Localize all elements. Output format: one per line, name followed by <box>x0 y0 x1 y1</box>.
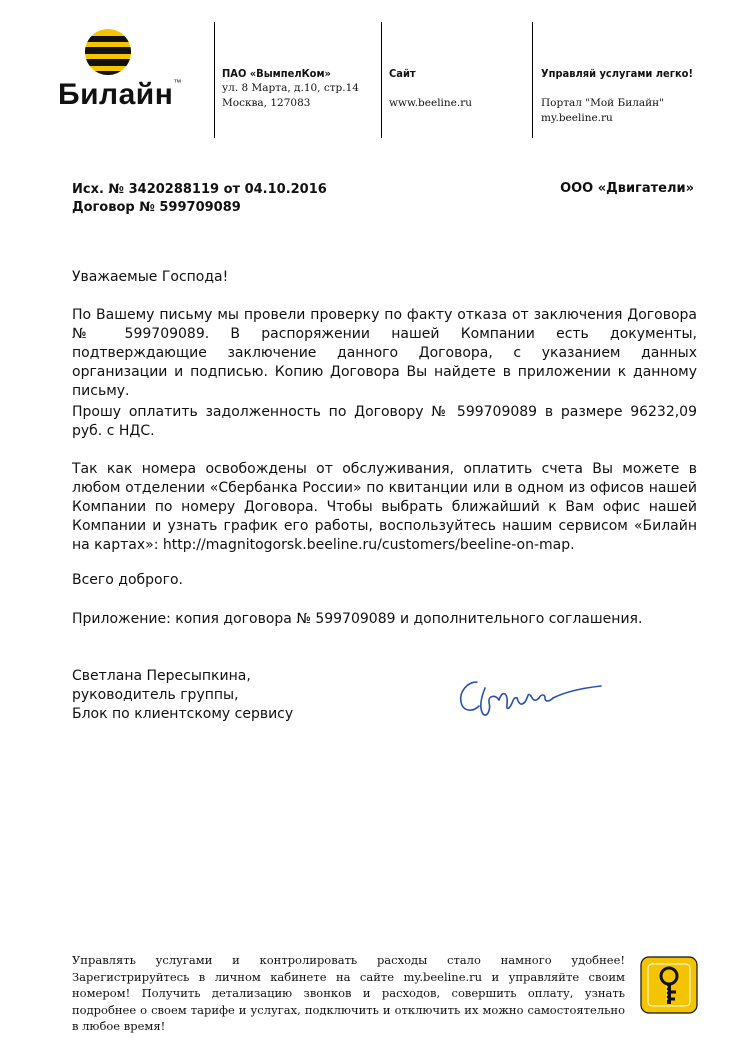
signer-position: руководитель группы, <box>72 687 239 703</box>
company-address-line1: ул. 8 Марта, д.10, стр.14 <box>222 82 359 94</box>
footer-promo: Управлять услугами и контролировать расходы стало намного удобнее! Зарегистрируйтесь в личном кабинете на сайте my.beeline.ru и управляйте своим номером! Получить детализацию звонков и расходов, совершить оплату, узнать подробнее о своем тарифе и услугах, подключить и отключить их можно самостоятельно в любое время! <box>72 953 625 1033</box>
paragraph-2: Прошу оплатить задолженность по Договору № 599709089 в размере 96232,09 руб. с НДС. <box>72 404 697 439</box>
handwritten-signature <box>455 668 605 728</box>
recipient: ООО «Двигатели» <box>560 181 694 196</box>
portal-label: Управляй услугами легко! <box>541 67 693 80</box>
outgoing-ref: Исх. № 3420288119 от 04.10.2016 <box>72 182 327 197</box>
site-label: Сайт <box>389 67 416 80</box>
beeline-ball-icon <box>84 28 132 76</box>
site-url[interactable]: www.beeline.ru <box>389 97 473 109</box>
key-icon <box>640 956 698 1014</box>
company-address-line2: Москва, 127083 <box>222 97 311 109</box>
portal-info <box>541 66 693 126</box>
closing: Всего доброго. <box>72 572 183 588</box>
signer-block <box>72 667 293 724</box>
site-info <box>389 66 472 111</box>
portal-url[interactable]: my.beeline.ru <box>541 112 613 124</box>
attachment-note: Приложение: копия договора № 599709089 и дополнительного соглашения. <box>72 611 643 627</box>
header-divider <box>532 22 533 138</box>
paragraph-1: По Вашему письму мы провели проверку по факту отказа от заключения Договора № 599709089. В распоряжении нашей Компании есть документы, подтверждающие заключение данного Договора, с указанием данных организации и подписью. Копию Договора Вы найдете в приложении к данному письму. <box>72 307 697 399</box>
reference-block <box>72 181 327 217</box>
logo-wordmark: Билайн™ <box>58 78 182 111</box>
paragraph-3: Так как номера освобождены от обслуживания, оплатить счета Вы можете в любом отделении «Сбербанка России» по квитанции или в одном из офисов нашей Компании по номеру Договора. Чтобы выбрать ближайший к Вам офис нашей Компании и узнать график его работы, воспользуйтесь нашим сервисом «Билайн на картах»: http://magnitogorsk.beeline.ru/customers/beeline-on-map. <box>72 461 697 553</box>
company-name: ПАО «ВымпелКом» <box>222 67 331 80</box>
header-divider <box>214 22 215 138</box>
company-info <box>222 66 359 111</box>
greeting: Уважаемые Господа! <box>72 269 229 285</box>
beeline-logo <box>58 28 182 111</box>
header-divider <box>381 22 382 138</box>
contract-number: Договор № 599709089 <box>72 200 241 215</box>
portal-line1: Портал "Мой Билайн" <box>541 97 664 109</box>
signer-department: Блок по клиентскому сервису <box>72 706 294 722</box>
signer-name: Светлана Пересыпкина, <box>72 668 251 684</box>
